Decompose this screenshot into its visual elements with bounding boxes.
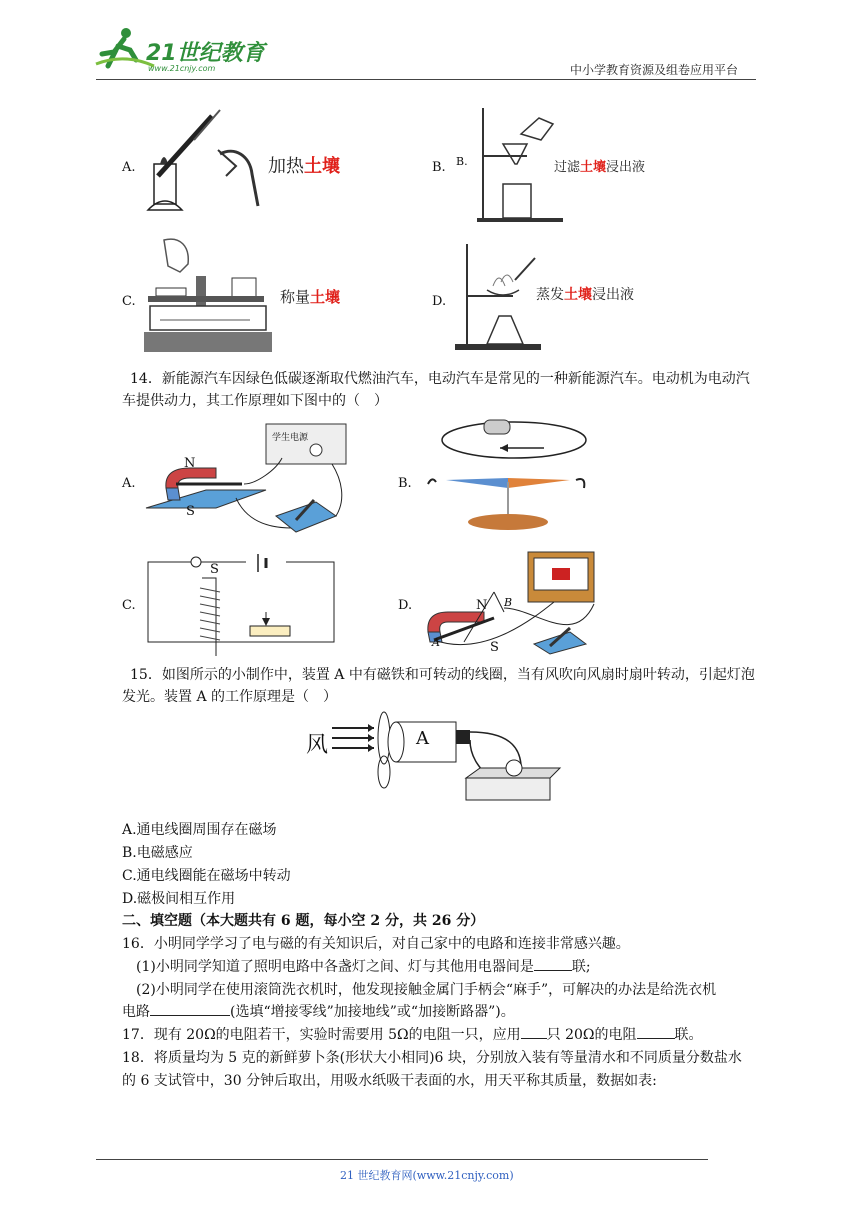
q15-option-c: C.通电线圈能在磁场中转动	[122, 868, 291, 884]
q15-option-d: D.磁极间相互作用	[122, 891, 236, 907]
q16-part2-line2: 电路 (选填“增接零线”加接地线”或“加接断路器”)。	[122, 1001, 515, 1023]
q14-a-n-label: N	[184, 456, 196, 471]
q15-line2: 发光。装置 A 的工作原理是（ ）	[122, 689, 338, 705]
q14-d-b-label: B	[504, 596, 513, 609]
induction-galvanometer-figure	[424, 548, 614, 658]
evaporation-figure	[455, 240, 545, 352]
q14-option-d-label: D.	[398, 598, 413, 613]
header-right-text: 中小学教育资源及组卷应用平台	[570, 63, 739, 77]
section-title: 二、填空题（本大题共有 6 题，每小空 2 分，共 26 分）	[122, 913, 485, 929]
q13-caption-b: 过滤土壤浸出液	[554, 160, 646, 175]
heating-test-tube-figure	[140, 106, 270, 221]
q14-option-a-label: A.	[122, 476, 136, 491]
q13-option-d-label: D.	[432, 294, 447, 309]
wind-generator-figure	[330, 708, 560, 804]
q13-caption-a: 加热土壤	[268, 156, 340, 177]
q14-a-s-label: S	[186, 504, 195, 519]
filtration-figure	[455, 104, 565, 222]
q14-d-a-label: A	[432, 636, 440, 649]
q14-c-s-label: S	[210, 562, 219, 577]
q13-option-c-label: C.	[122, 294, 136, 309]
q17-blank1[interactable]	[521, 1024, 547, 1039]
electromagnet-circuit-figure	[146, 548, 336, 656]
header-divider	[96, 79, 756, 80]
balance-scale-figure	[140, 236, 280, 356]
q14-option-c-label: C.	[122, 598, 136, 613]
q13-option-a-label: A.	[122, 160, 136, 175]
power-supply-label: 学生电源	[272, 433, 309, 443]
q15-option-a: A.通电线圈周围存在磁场	[122, 822, 277, 838]
logo-url: www.21cnjy.com	[148, 64, 216, 73]
q13-caption-c: 称量土壤	[280, 288, 341, 306]
q16-stem: 16．小明同学学习了电与磁的有关知识后，对自己家中的电路和连接非常感兴趣。	[122, 936, 630, 952]
magnetic-needle-figure	[424, 418, 594, 538]
q16-blank1[interactable]	[534, 956, 572, 971]
wind-label: 风	[306, 733, 329, 758]
q14-line1: 14．新能源汽车因绿色低碳逐渐取代燃油汽车，电动汽车是常见的一种新能源汽车。电动机为电动汽	[130, 371, 750, 387]
q17-blank2[interactable]	[637, 1024, 675, 1039]
q16-part2-line1: (2)小明同学在使用滚筒洗衣机时，他发现接触金属门手柄会“麻手”，可解决的办法是给洗衣机	[136, 982, 717, 998]
footer-text: 21 世纪教育网(www.21cnjy.com)	[340, 1169, 514, 1182]
motor-circuit-figure	[146, 420, 366, 540]
q13-caption-d: 蒸发土壤浸出液	[536, 287, 634, 303]
q13-option-b-label: B.	[432, 160, 446, 175]
q15-line1: 15．如图所示的小制作中，装置 A 中有磁铁和可转动的线圈，当有风吹向风扇时扇叶转动，引起灯泡	[130, 667, 755, 683]
device-a-label: A	[416, 728, 429, 749]
q14-option-b-label: B.	[398, 476, 412, 491]
q16-part1: (1)小明同学知道了照明电路中各盏灯之间、灯与其他用电器间是 联;	[136, 956, 591, 978]
q14-d-n-label: N	[476, 598, 488, 613]
filtration-inner-label: B.	[456, 155, 468, 168]
logo-text: 21世纪教育	[146, 41, 265, 66]
q14-line2: 车提供动力，其工作原理如下图中的（ ）	[122, 393, 388, 409]
q16-blank2[interactable]	[150, 1001, 230, 1016]
q14-d-s-label: S	[490, 640, 499, 655]
q15-option-b: B.电磁感应	[122, 845, 193, 861]
footer-divider	[96, 1159, 708, 1160]
header	[0, 0, 860, 82]
q18-line2: 的 6 支试管中，30 分钟后取出，用吸水纸吸干表面的水，用天平称其质量，数据如表:	[122, 1073, 657, 1089]
q18-line1: 18．将质量均为 5 克的新鲜萝卜条(形状大小相同)6 块，分别放入装有等量清水和不同质量分数盐水	[122, 1050, 742, 1066]
q17-text: 17．现有 20Ω的电阻若干，实验时需要用 5Ω的电阻一只，应用 只 20Ω的电阻 联。	[122, 1024, 703, 1046]
